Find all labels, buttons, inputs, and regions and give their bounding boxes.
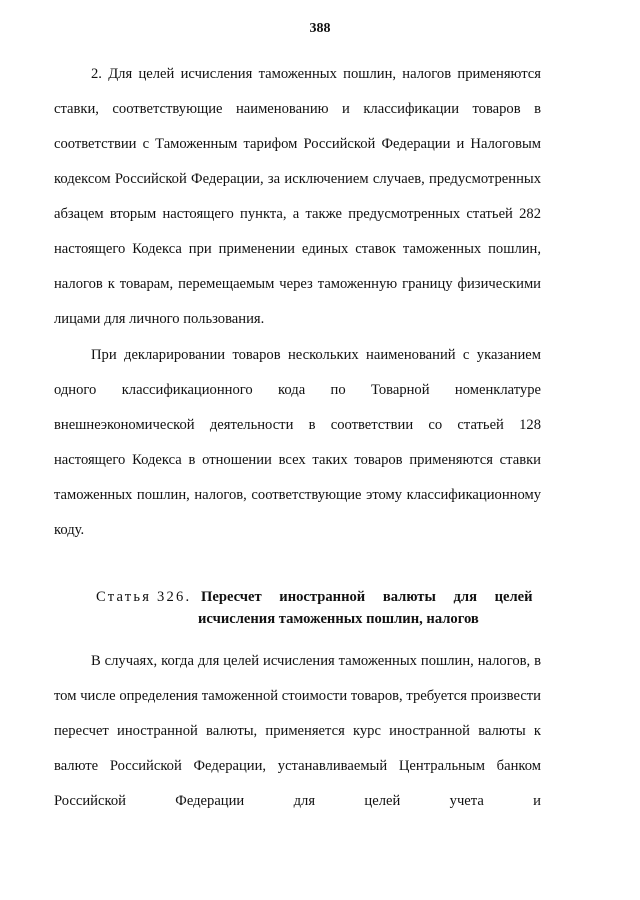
article-label: Статья 326.: [96, 589, 192, 605]
paragraph-customs-rates: 2. Для целей исчисления таможенных пошлин, налогов применяются ставки, соответствующие наименованию и классификации товаров в соответствии с Таможенным тарифом Российской Федерации и Налоговым кодексом Российской Федерации, за исключением случаев, предусмотренных абзацем вторым настоящего пункта, а также предусмотренных статьей 282 настоящего Кодекса при применении единых ставок таможенных пошлин, налогов к товарам, перемещаемым через таможенную границу физическими лицами для личного пользования.: [54, 66, 541, 327]
paragraph-currency-conversion: В случаях, когда для целей исчисления таможенных пошлин, налогов, в том числе определения таможенной стоимости товаров, требуется произвести пересчет иностранной валюты, применяется курс иностранной валюты к валюте Российской Федерации, устанавливаемый Центральным банком Российской Федерации для целей учета и: [54, 653, 541, 809]
article-heading: [96, 586, 546, 608]
article-title-line1: Пересчет иностранной валюты для целей: [201, 589, 533, 605]
article-title-line2: исчисления таможенных пошлин, налогов: [198, 611, 479, 627]
page-number: 388: [309, 21, 331, 36]
paragraph-multiple-goods: При декларировании товаров нескольких наименований с указанием одного классификационного кода по Товарной номенклатуре внешнеэкономической деятельности в соответствии со статьей 128 настоящего Кодекса в отношении всех таких товаров применяются ставки таможенных пошлин, налогов, соответствующие этому классификационному коду.: [54, 347, 541, 538]
